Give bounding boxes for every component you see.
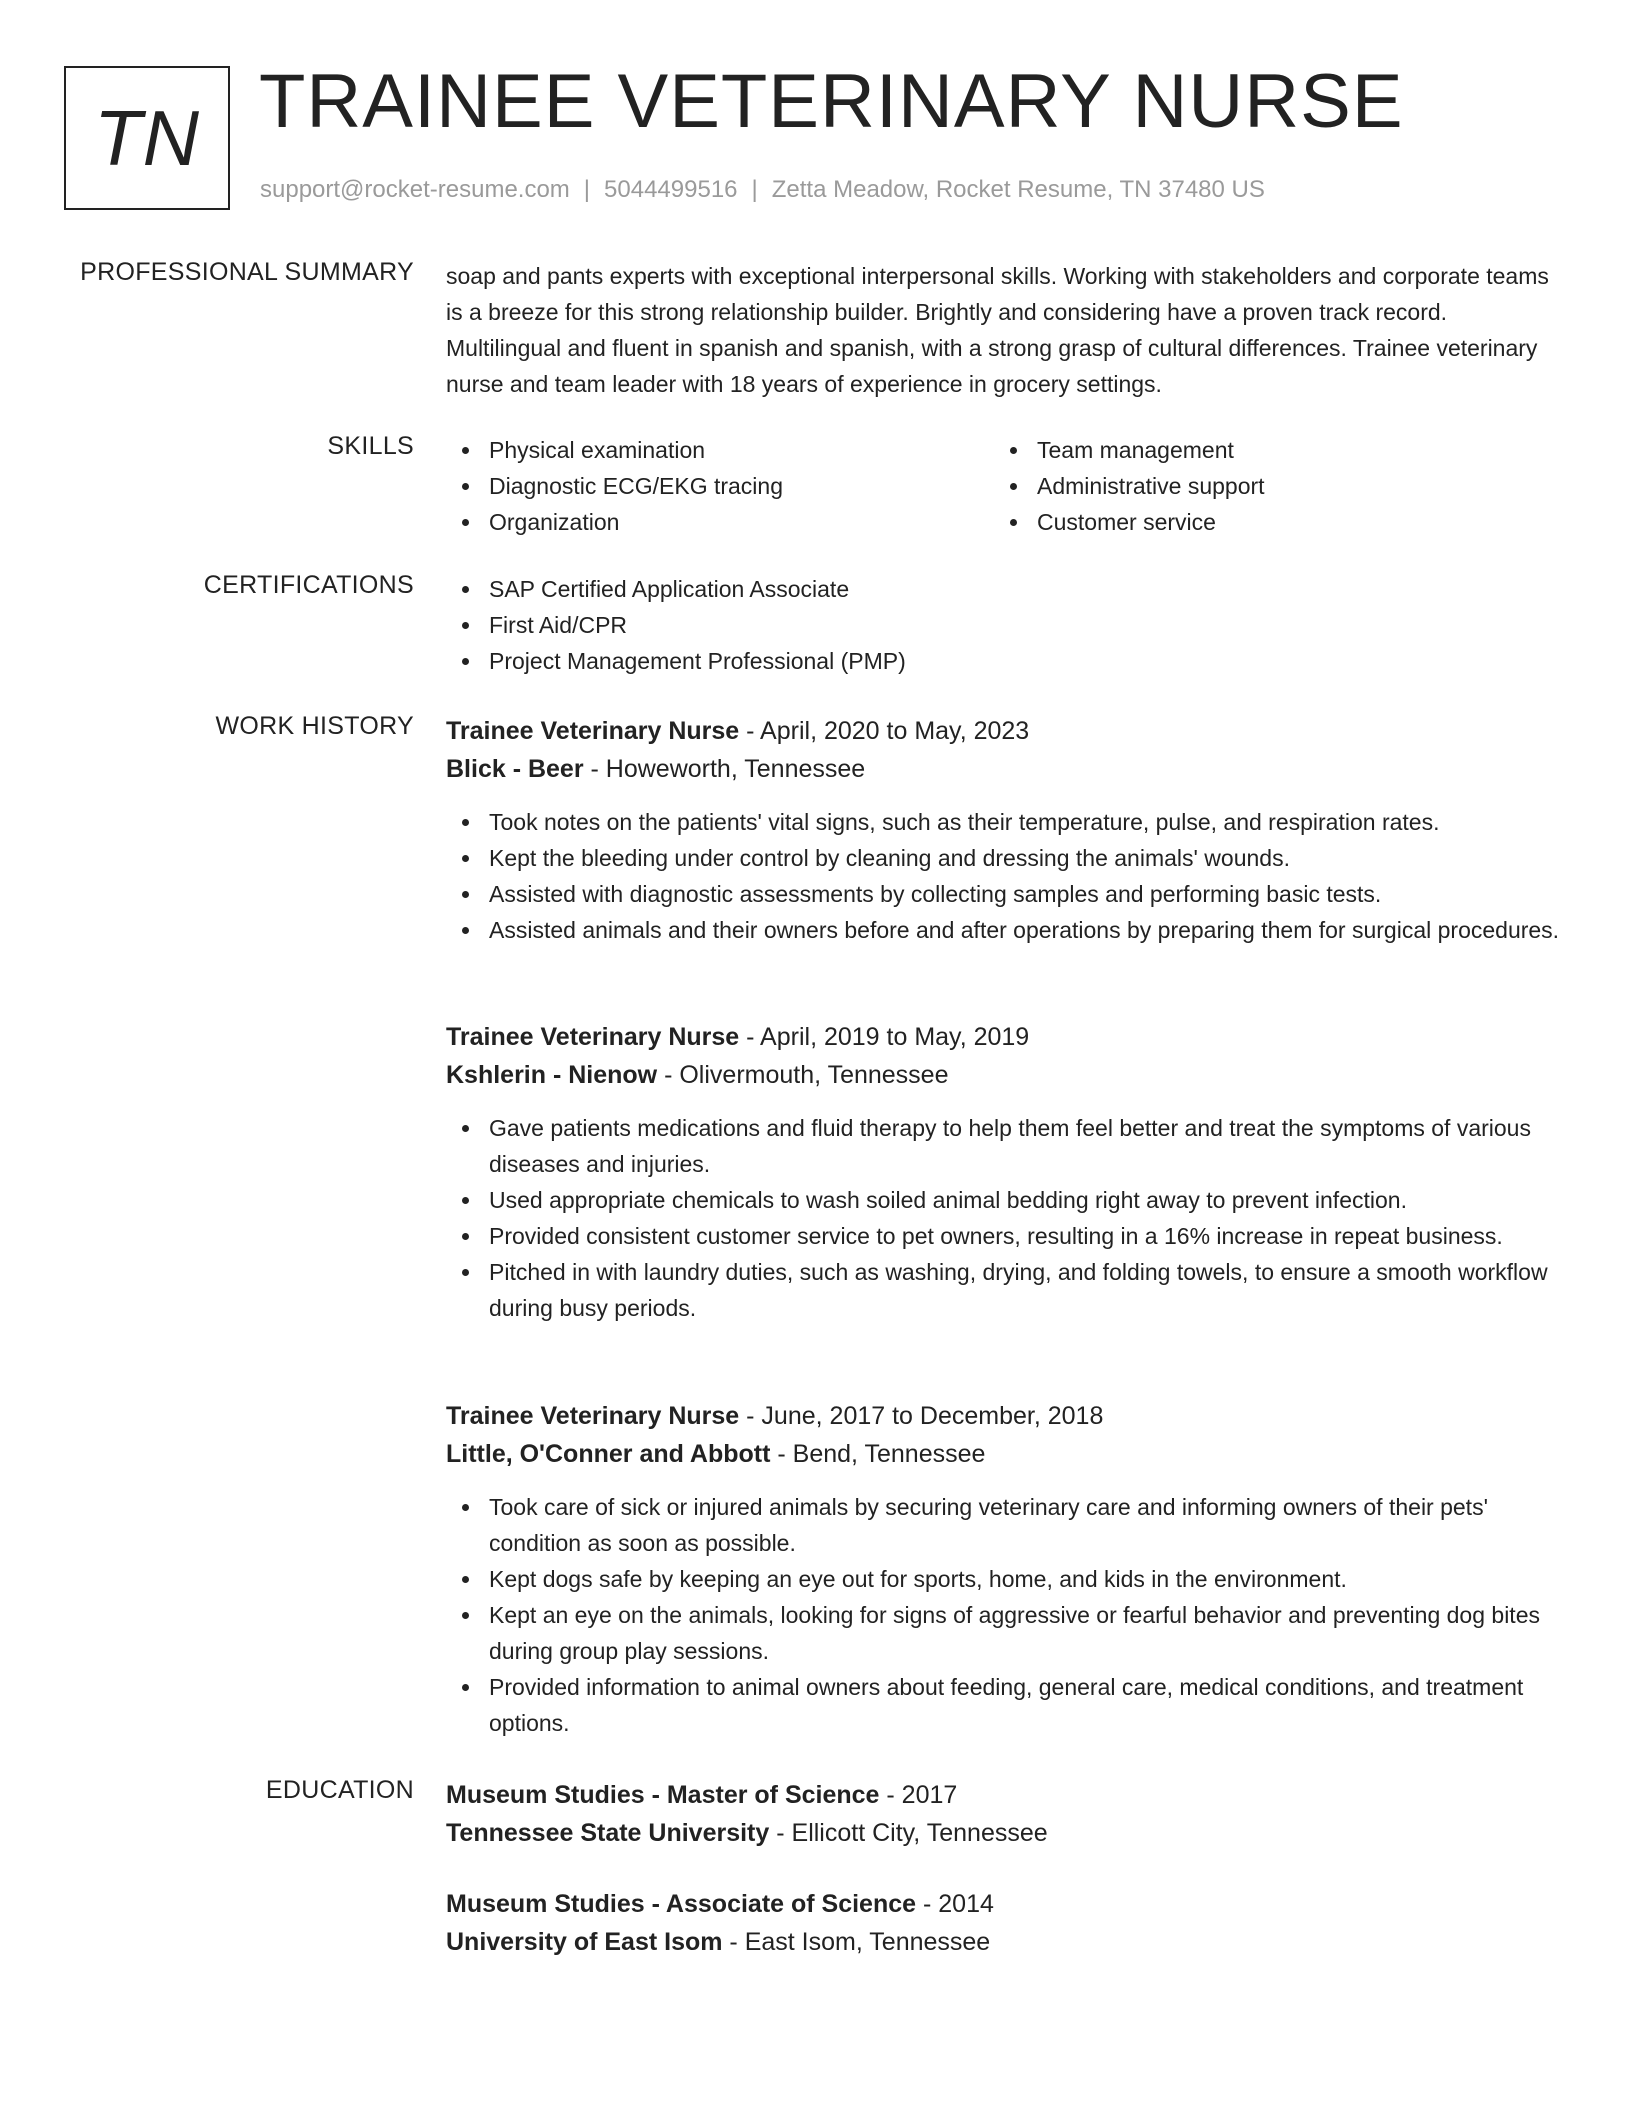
job-dates: - April, 2019 to May, 2019 (739, 1023, 1030, 1051)
section-label-certifications: CERTIFICATIONS (203, 571, 414, 599)
job-duty: Kept the bleeding under control by cleaning and dressing the animals' wounds. (446, 840, 1571, 876)
education-location: - Ellicott City, Tennessee (769, 1819, 1048, 1847)
job-entry (446, 1397, 1571, 1741)
job-duty: Used appropriate chemicals to wash soiled animal bedding right away to prevent infection. (446, 1182, 1571, 1218)
skill-item: Diagnostic ECG/EKG tracing (446, 468, 994, 504)
education-school-line (446, 1923, 1571, 1961)
job-title: Trainee Veterinary Nurse (446, 717, 740, 745)
certification-item: Project Management Professional (PMP) (446, 643, 1566, 679)
certifications-body (446, 571, 1566, 679)
education-degree: Museum Studies - Associate of Science (446, 1890, 917, 1918)
education-degree: Museum Studies - Master of Science (446, 1781, 880, 1809)
skills-list-left (446, 432, 994, 540)
education-location: - East Isom, Tennessee (722, 1928, 991, 1956)
education-school: Tennessee State University (446, 1819, 770, 1847)
job-duties-list (446, 804, 1571, 948)
skill-item: Customer service (994, 504, 1542, 540)
contact-separator: | (751, 176, 758, 203)
job-title-line (446, 1397, 1571, 1435)
contact-phone[interactable]: 5044499516 (604, 176, 738, 203)
skills-list-right (994, 432, 1542, 540)
job-duties-list (446, 1110, 1571, 1326)
job-duty: Provided consistent customer service to pet owners, resulting in a 16% increase in repeat business. (446, 1218, 1571, 1254)
job-duty: Kept an eye on the animals, looking for signs of aggressive or fearful behavior and preventing dog bites during group play sessions. (446, 1597, 1571, 1669)
job-title: Trainee Veterinary Nurse (446, 1023, 740, 1051)
skills-columns (446, 432, 1566, 540)
job-duty: Kept dogs safe by keeping an eye out for sports, home, and kids in the environment. (446, 1561, 1571, 1597)
job-location: - Howeworth, Tennessee (583, 755, 866, 783)
job-dates: - June, 2017 to December, 2018 (739, 1402, 1104, 1430)
page-title: TRAINEE VETERINARY NURSE (259, 59, 1404, 144)
job-duty: Pitched in with laundry duties, such as washing, drying, and folding towels, to ensure a smooth workflow during busy periods. (446, 1254, 1571, 1326)
education-year: - 2017 (879, 1781, 958, 1809)
certifications-list (446, 571, 1566, 679)
job-duties-list (446, 1489, 1571, 1741)
section-label-summary: PROFESSIONAL SUMMARY (80, 258, 414, 286)
contact-line (260, 176, 1265, 204)
job-duty: Gave patients medications and fluid therapy to help them feel better and treat the symptoms of various diseases and injuries. (446, 1110, 1571, 1182)
job-location: - Bend, Tennessee (770, 1440, 986, 1468)
job-title-line (446, 712, 1571, 750)
skill-item: Administrative support (994, 468, 1542, 504)
job-entry (446, 712, 1571, 948)
summary-text: soap and pants experts with exceptional interpersonal skills. Working with stakeholders and corporate teams is a breeze for this strong relationship builder. Brightly and considering have a proven track record. Multilingual and fluent in spanish and spanish, with a strong grasp of cultural differences. Trainee veterinary nurse and team leader with 18 years of experience in grocery settings. (446, 263, 1549, 397)
monogram-logo: TN (64, 66, 230, 210)
job-company-line (446, 1056, 1571, 1094)
section-label-education: EDUCATION (265, 1776, 414, 1804)
contact-address: Zetta Meadow, Rocket Resume, TN 37480 US (771, 176, 1265, 203)
section-label-work-history: WORK HISTORY (215, 712, 414, 740)
education-year: - 2014 (916, 1890, 994, 1918)
skill-item: Physical examination (446, 432, 994, 468)
certification-item: First Aid/CPR (446, 607, 1566, 643)
job-company: Little, O'Conner and Abbott (446, 1440, 771, 1468)
job-duty: Assisted animals and their owners before and after operations by preparing them for surgical procedures. (446, 912, 1571, 948)
education-entry (446, 1885, 1571, 1961)
section-label-skills: SKILLS (327, 432, 414, 460)
education-school: University of East Isom (446, 1928, 723, 1956)
skill-item: Team management (994, 432, 1542, 468)
job-duty: Provided information to animal owners about feeding, general care, medical conditions, and treatment options. (446, 1669, 1571, 1741)
contact-email[interactable]: support@rocket-resume.com (260, 176, 570, 203)
job-location: - Olivermouth, Tennessee (657, 1061, 949, 1089)
job-dates: - April, 2020 to May, 2023 (739, 717, 1030, 745)
job-entry (446, 1018, 1571, 1326)
certification-item: SAP Certified Application Associate (446, 571, 1566, 607)
skill-item: Organization (446, 504, 994, 540)
job-company-line (446, 750, 1571, 788)
job-title-line (446, 1018, 1571, 1056)
education-school-line (446, 1814, 1571, 1852)
education-degree-line (446, 1885, 1571, 1923)
job-duty: Took notes on the patients' vital signs, such as their temperature, pulse, and respiration rates. (446, 804, 1571, 840)
job-duty: Took care of sick or injured animals by securing veterinary care and informing owners of their pets' condition as soon as possible. (446, 1489, 1571, 1561)
education-entry (446, 1776, 1571, 1852)
education-degree-line (446, 1776, 1571, 1814)
job-company-line (446, 1435, 1571, 1473)
contact-separator: | (583, 176, 591, 203)
job-title: Trainee Veterinary Nurse (446, 1402, 740, 1430)
job-company: Blick - Beer (446, 755, 584, 783)
job-duty: Assisted with diagnostic assessments by collecting samples and performing basic tests. (446, 876, 1571, 912)
job-company: Kshlerin - Nienow (446, 1061, 658, 1089)
